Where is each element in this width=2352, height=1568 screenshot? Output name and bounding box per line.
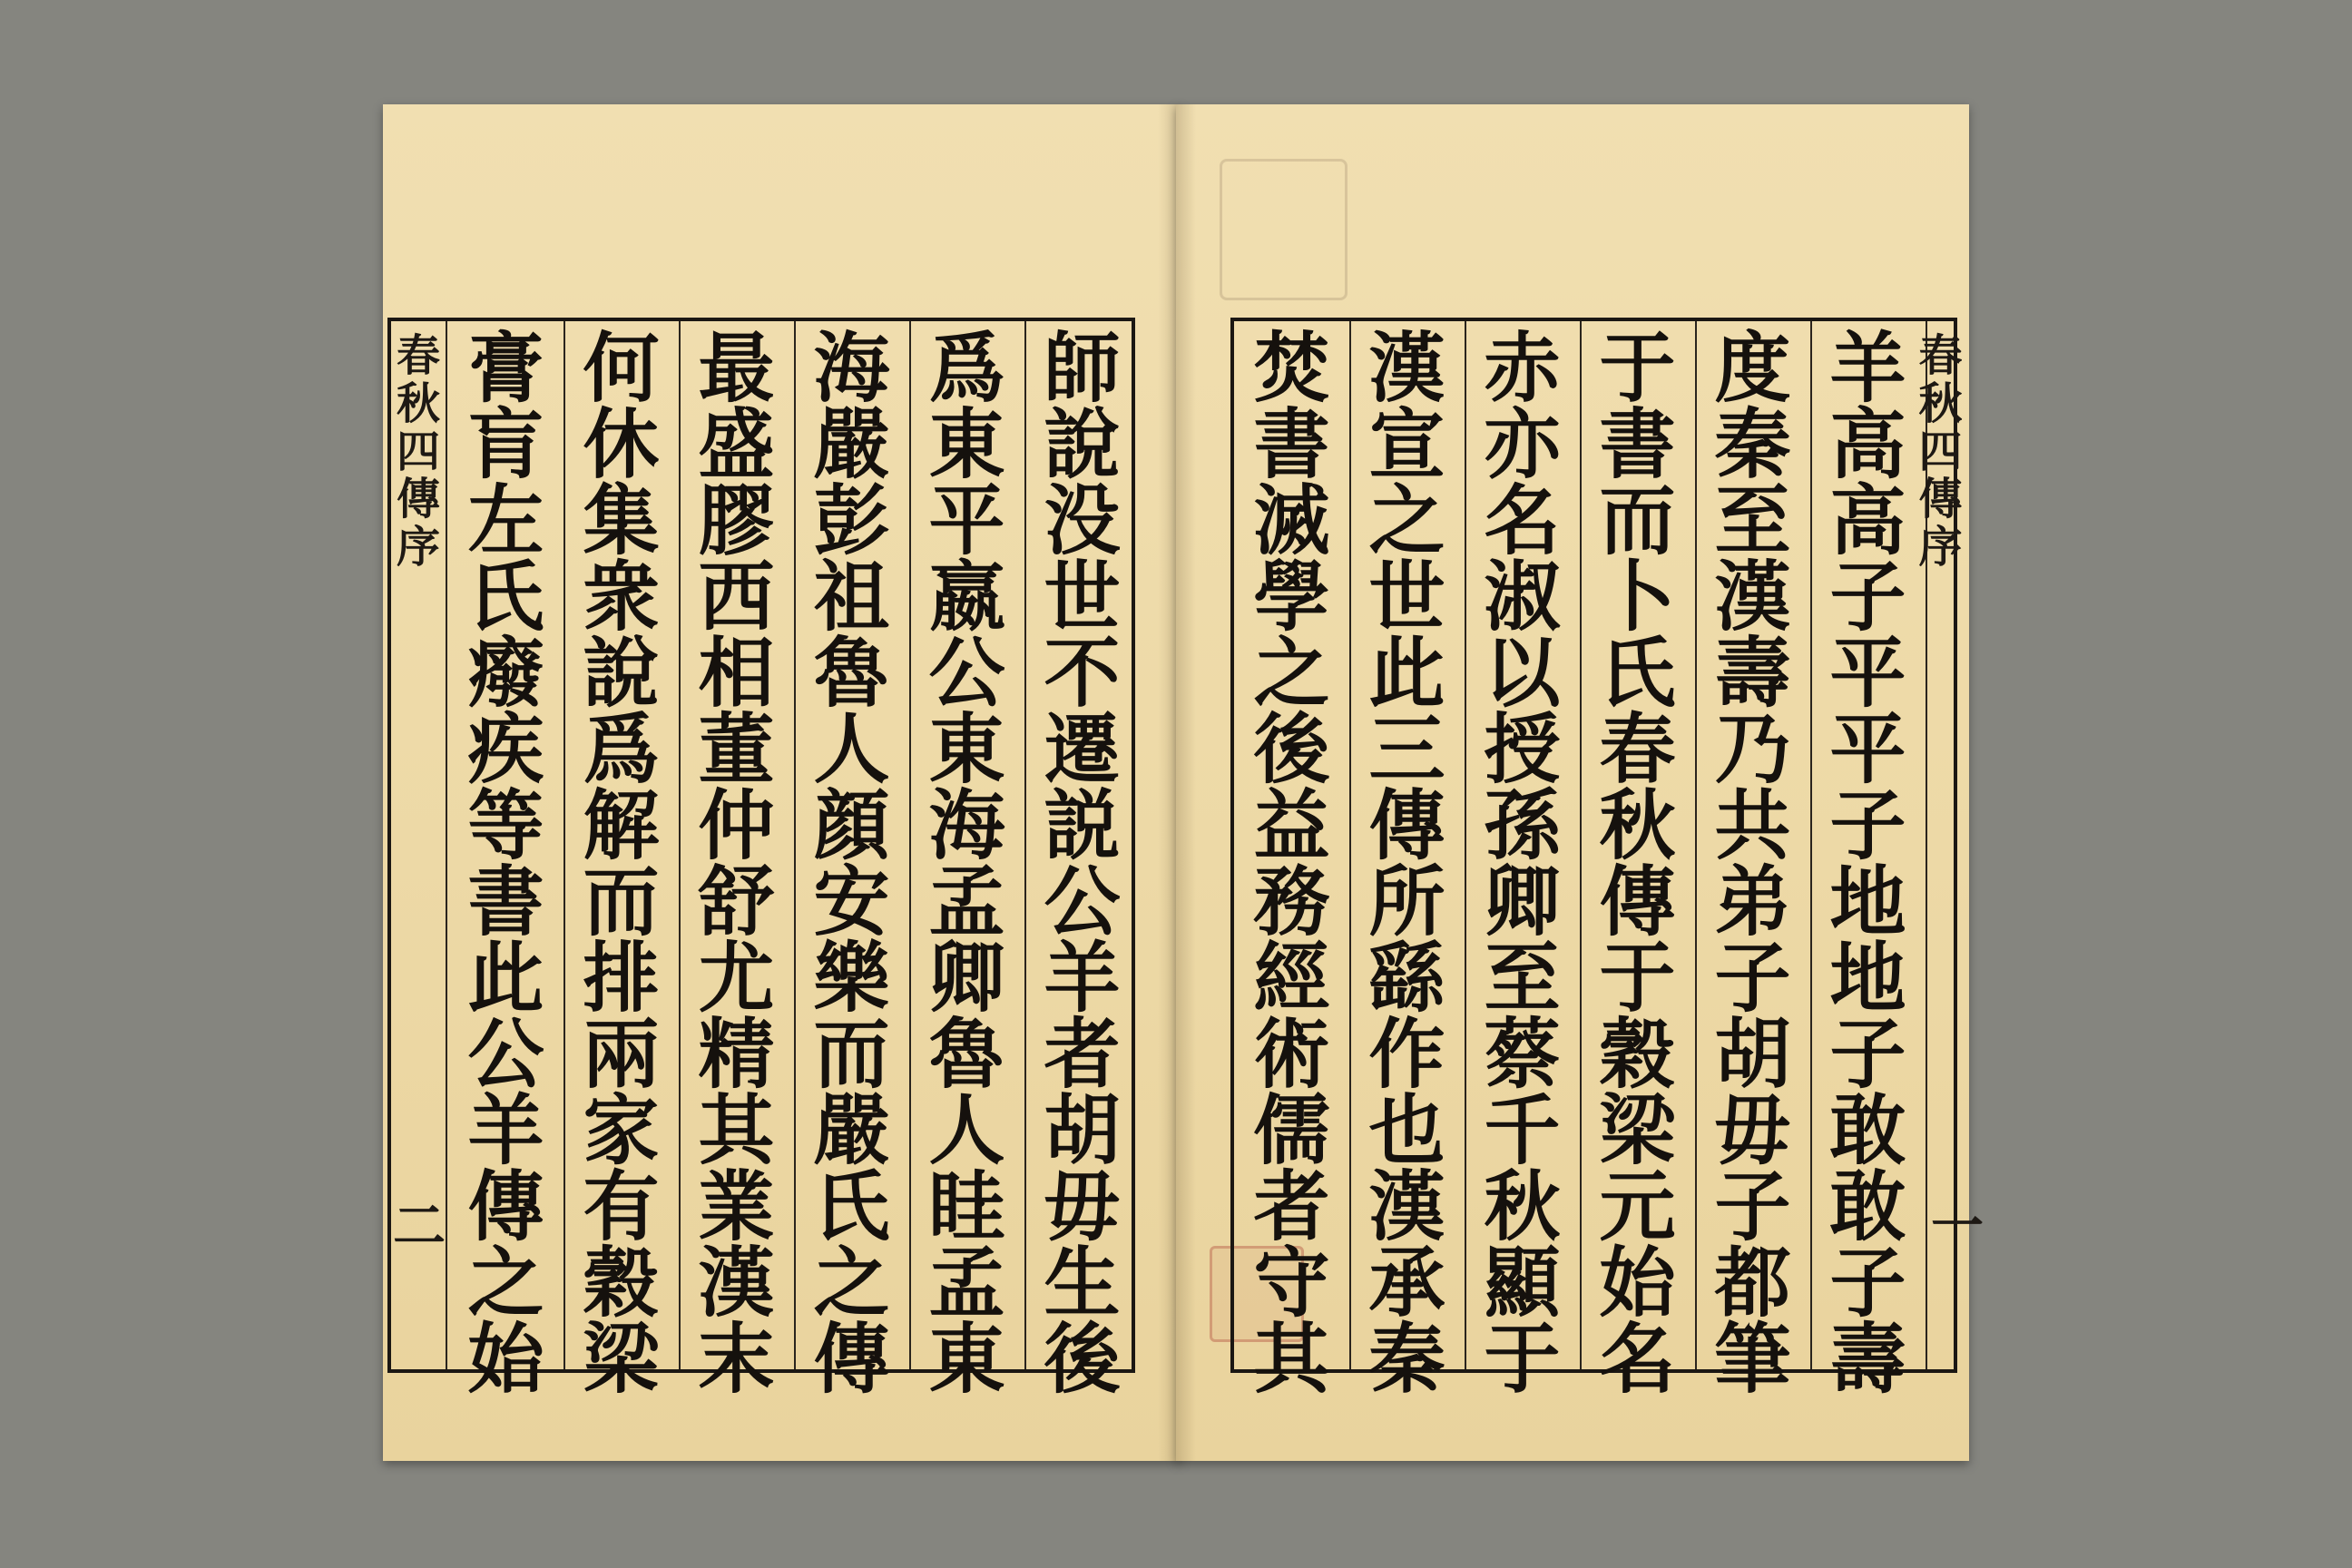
- text-char: 眭: [928, 1161, 1005, 1251]
- text-char: 爲: [928, 323, 1005, 413]
- text-char: 筆: [1714, 1314, 1791, 1404]
- text-char: 胡: [1714, 1009, 1791, 1099]
- ghost-seal-impression: [1220, 159, 1348, 300]
- text-char: 乃: [1714, 704, 1791, 794]
- text-char: 漢: [1368, 1161, 1446, 1251]
- text-char: 傳: [813, 1314, 890, 1404]
- text-char: 祖: [813, 552, 890, 642]
- heart-title-char: 序: [1918, 522, 1963, 573]
- text-char: 仲: [698, 780, 775, 870]
- text-char: 學: [1253, 552, 1330, 642]
- text-char: 秋: [1599, 780, 1676, 870]
- text-char: 始: [467, 1314, 544, 1404]
- text-char: 傳: [1599, 857, 1676, 946]
- text-char: 公: [928, 628, 1005, 718]
- text-char: 人: [813, 704, 890, 794]
- heart-title-char: 四: [1918, 426, 1963, 477]
- text-char: 魯: [928, 1009, 1005, 1099]
- text-char: 尤: [698, 933, 775, 1023]
- heart-title-char: 春: [1918, 330, 1963, 381]
- text-char: 平: [928, 475, 1005, 565]
- text-char: 書: [467, 857, 544, 946]
- text-char: 孟: [928, 1238, 1005, 1328]
- text-char: 末: [698, 1314, 775, 1404]
- heart-title-char: 秋: [1918, 377, 1963, 429]
- text-char: 元: [1599, 1161, 1676, 1251]
- text-column: [794, 321, 909, 1404]
- text-char: 共: [1714, 780, 1791, 870]
- text-char: 不: [1044, 628, 1121, 718]
- text-char: 衆: [583, 552, 660, 642]
- text-char: 嚴: [813, 399, 890, 489]
- text-char: 守: [1253, 1238, 1330, 1328]
- text-char: 東: [928, 704, 1005, 794]
- text-column: [1580, 321, 1695, 1404]
- text-char: 董: [698, 704, 775, 794]
- text-char: 嚴: [813, 1085, 890, 1175]
- text-char: 膠: [698, 475, 775, 565]
- text-char: 之: [813, 1238, 890, 1328]
- text-char: 没: [1044, 475, 1121, 565]
- text-char: 穀: [1599, 1009, 1676, 1099]
- text-char: 壽: [1714, 628, 1791, 718]
- text-char: 有: [583, 1161, 660, 1251]
- folio-number-left: 二: [393, 1195, 446, 1257]
- text-char: 癈: [467, 628, 544, 718]
- heart-title-char: 傳: [1918, 474, 1963, 525]
- text-char: 子: [1829, 1009, 1906, 1099]
- text-char: 于: [1484, 1314, 1561, 1404]
- text-column: [1810, 321, 1926, 1404]
- text-char: 而: [583, 857, 660, 946]
- heart-title-char: 序: [396, 522, 440, 573]
- text-char: 而: [813, 1009, 890, 1099]
- text-char: 説: [1044, 780, 1121, 870]
- text-char: 儒: [1253, 1085, 1330, 1175]
- text-char: 千: [1484, 1085, 1561, 1175]
- text-char: 漢: [698, 1238, 775, 1328]
- text-char: 亦: [1484, 399, 1561, 489]
- text-char: 繇: [1368, 933, 1446, 1023]
- text-char: 公: [467, 1009, 544, 1099]
- text-char: 孟: [928, 857, 1005, 946]
- text-char: 梁: [1599, 1085, 1676, 1175]
- text-char: 業: [698, 1161, 775, 1251]
- text-char: 于: [1599, 933, 1676, 1023]
- text-char: 後: [1044, 1314, 1121, 1404]
- text-column: [1465, 321, 1580, 1404]
- text-char: 平: [1829, 704, 1906, 794]
- text-char: 書: [1253, 399, 1330, 489]
- text-column: [1024, 321, 1140, 1404]
- text-char: 卜: [1599, 552, 1676, 642]
- text-char: 宣: [1368, 399, 1446, 489]
- text-column: [679, 321, 794, 1404]
- text-char: 生: [1044, 1238, 1121, 1328]
- text-char: 子: [1829, 1238, 1906, 1328]
- text-char: 膏: [467, 323, 544, 413]
- left-page: [383, 104, 1181, 1461]
- text-char: 師: [1044, 323, 1121, 413]
- text-char: 始: [1599, 1238, 1676, 1328]
- text-char: 赤: [1484, 323, 1561, 413]
- text-char: 休: [583, 399, 660, 489]
- text-char: 氏: [813, 1161, 890, 1251]
- text-char: 至: [1484, 933, 1561, 1023]
- text-char: 子: [1829, 780, 1906, 870]
- text-char: 秦: [1714, 399, 1791, 489]
- text-char: 秋: [1484, 1161, 1561, 1251]
- text-char: 爲: [583, 704, 660, 794]
- text-char: 以: [1484, 628, 1561, 718]
- text-char: 三: [1368, 704, 1446, 794]
- text-column: [909, 321, 1024, 1404]
- text-char: 作: [1368, 1009, 1446, 1099]
- text-char: 等: [467, 780, 544, 870]
- text-char: 益: [1253, 780, 1330, 870]
- text-char: 所: [1368, 857, 1446, 946]
- text-char: 海: [813, 323, 890, 413]
- text-char: 漢: [1714, 552, 1791, 642]
- text-char: 羊: [1044, 933, 1121, 1023]
- column-rule: [446, 321, 447, 1369]
- text-char: 說: [583, 628, 660, 718]
- text-char: 高: [1829, 399, 1906, 489]
- text-char: 地: [1829, 933, 1906, 1023]
- text-char: 之: [1253, 628, 1330, 718]
- text-char: 敢: [1829, 1085, 1906, 1175]
- text-char: 說: [1044, 399, 1121, 489]
- folio-number-right: 一: [1931, 1195, 1984, 1257]
- text-char: 氏: [1599, 628, 1676, 718]
- text-char: 西: [698, 552, 775, 642]
- text-char: 顯: [1484, 1238, 1561, 1328]
- text-char: 者: [1044, 1009, 1121, 1099]
- text-char: 承: [1368, 1238, 1446, 1328]
- text-char: 何: [583, 323, 660, 413]
- text-char: 焚: [1253, 323, 1330, 413]
- text-char: 度: [1714, 323, 1791, 413]
- text-char: 弟: [1714, 857, 1791, 946]
- text-char: 其: [1253, 1314, 1330, 1404]
- text-char: 集: [583, 475, 660, 565]
- text-char: 傳: [1368, 780, 1446, 870]
- text-char: 孫: [1484, 780, 1561, 870]
- text-char: 穀: [583, 1238, 660, 1328]
- text-char: 後: [1253, 704, 1330, 794]
- text-char: 此: [1368, 628, 1446, 718]
- text-char: 地: [1829, 857, 1906, 946]
- heart-title-char: 秋: [396, 377, 440, 429]
- text-char: 羊: [467, 1085, 544, 1175]
- text-column: [1349, 321, 1465, 1404]
- text-char: 壽: [1829, 1314, 1906, 1404]
- text-char: 也: [1368, 1085, 1446, 1175]
- text-char: 兩: [583, 1009, 660, 1099]
- text-char: 授: [1484, 704, 1561, 794]
- text-char: 卿: [928, 933, 1005, 1023]
- text-char: 書: [1599, 399, 1676, 489]
- text-char: 之: [1368, 475, 1446, 565]
- text-char: 子: [1714, 1161, 1791, 1251]
- text-char: 排: [583, 933, 660, 1023]
- text-char: 胡: [1044, 1085, 1121, 1175]
- text-char: 名: [1599, 1314, 1676, 1404]
- text-char: 海: [928, 780, 1005, 870]
- text-char: 彭: [813, 475, 890, 565]
- text-char: 此: [467, 933, 544, 1023]
- heart-title-char: 四: [396, 426, 440, 477]
- text-char: 秦: [1368, 1314, 1446, 1404]
- text-char: 公: [1044, 857, 1121, 946]
- text-char: 蔡: [1484, 1009, 1561, 1099]
- text-char: 子: [1829, 552, 1906, 642]
- text-char: 卿: [1484, 857, 1561, 946]
- heart-title-char: 春: [396, 330, 440, 381]
- text-column: [448, 321, 564, 1404]
- heart-title-char: 傳: [396, 474, 440, 525]
- text-char: 春: [1599, 704, 1676, 794]
- right-page: [1176, 104, 1984, 1461]
- text-char: 務: [1253, 857, 1330, 946]
- text-char: 名: [1484, 475, 1561, 565]
- text-char: 嬴: [928, 552, 1005, 642]
- text-char: 高: [1829, 475, 1906, 565]
- text-char: 魯: [813, 628, 890, 718]
- text-char: 毋: [1044, 1161, 1121, 1251]
- text-char: 相: [698, 628, 775, 718]
- text-char: 舒: [698, 857, 775, 946]
- text-char: 傳: [467, 1161, 544, 1251]
- text-char: 羊: [1829, 323, 1906, 413]
- text-char: 疾: [467, 704, 544, 794]
- text-char: 滅: [1253, 475, 1330, 565]
- text-char: 東: [928, 1314, 1005, 1404]
- text-char: 氏: [467, 552, 544, 642]
- text-char: 之: [467, 1238, 544, 1328]
- text-column: [1695, 321, 1810, 1404]
- text-char: 而: [1599, 475, 1676, 565]
- text-char: 最: [698, 323, 775, 413]
- text-char: 者: [1253, 1161, 1330, 1251]
- text-char: 家: [583, 1085, 660, 1175]
- text-char: 漢: [1368, 323, 1446, 413]
- text-char: 盛: [698, 399, 775, 489]
- text-char: 術: [1253, 1009, 1330, 1099]
- text-char: 解: [583, 780, 660, 870]
- text-column: [1234, 321, 1349, 1404]
- text-char: 經: [1253, 933, 1330, 1023]
- text-char: 淑: [1484, 552, 1561, 642]
- text-char: 遷: [1044, 704, 1121, 794]
- text-char: 毋: [1714, 1085, 1791, 1175]
- text-char: 至: [1714, 475, 1791, 565]
- text-char: 其: [698, 1085, 775, 1175]
- text-char: 梁: [583, 1314, 660, 1404]
- text-block-right: [1230, 318, 1984, 1404]
- text-char: 世: [1044, 552, 1121, 642]
- text-char: 肓: [467, 399, 544, 489]
- text-char: 顔: [813, 780, 890, 870]
- text-char: 于: [1599, 323, 1676, 413]
- text-char: 都: [1714, 1238, 1791, 1328]
- text-char: 敢: [1829, 1161, 1906, 1251]
- text-char: 左: [467, 475, 544, 565]
- text-column: [564, 321, 679, 1404]
- text-char: 精: [698, 1009, 775, 1099]
- text-char: 樂: [813, 933, 890, 1023]
- text-char: 平: [1829, 628, 1906, 718]
- text-char: 世: [1368, 552, 1446, 642]
- text-char: 安: [813, 857, 890, 946]
- text-char: 人: [928, 1085, 1005, 1175]
- text-char: 子: [1714, 933, 1791, 1023]
- text-char: 東: [928, 399, 1005, 489]
- text-block-left: [387, 318, 1135, 1404]
